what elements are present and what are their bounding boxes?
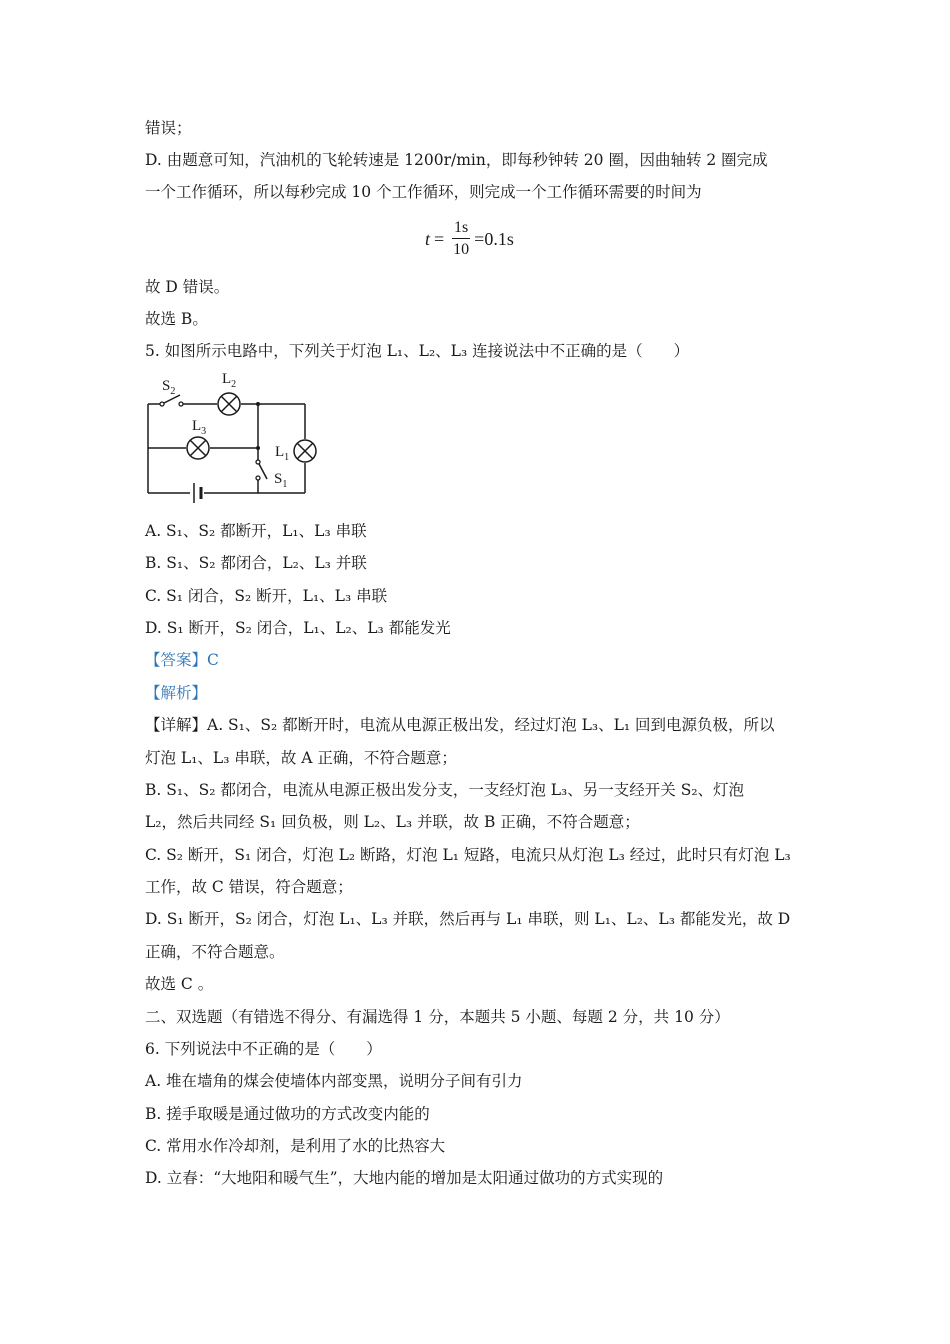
formula-variable: t [425, 228, 431, 249]
question-6-stem: 6. 下列说法中不正确的是（ ） [145, 1040, 382, 1058]
explanation-line: 正确，不符合题意。 [145, 943, 285, 961]
option-d: D. 立春：“大地阳和暖气生”，大地内能的增加是太阳通过做功的方式实现的 [145, 1169, 664, 1187]
explanation-line: 灯泡 L₁、L₃ 串联，故 A 正确，不符合题意； [145, 749, 457, 767]
formula-equals: = [434, 228, 445, 249]
switch-s1-contact [256, 476, 260, 480]
section-heading: 二、双选题（有错选不得分、有漏选得 1 分，本题共 5 小题、每题 2 分，共 10 分） [145, 1008, 730, 1026]
time-formula [425, 214, 514, 264]
option-a: A. S₁、S₂ 都断开，L₁、L₃ 串联 [145, 522, 367, 540]
explanation-line: L₂，然后共同经 S₁ 回负极，则 L₂、L₃ 并联，故 B 正确，不符合题意； [145, 813, 640, 831]
explanation-line: C. S₂ 断开，S₁ 闭合，灯泡 L₂ 断路，灯泡 L₁ 短路，电流只从灯泡 L₃ 经过，此时只有灯泡 L₃ [145, 846, 791, 864]
formula-fraction [451, 218, 471, 261]
lamp-l1-icon [294, 440, 316, 462]
label-l1: $L_1$ [275, 444, 290, 463]
explanation-line: B. S₁、S₂ 都闭合，电流从电源正极出发分支，一支经灯泡 L₃、另一支经开关 S₂、灯泡 [145, 781, 745, 799]
label-l2: $L_2$ [222, 371, 237, 390]
option-b: B. S₁、S₂ 都闭合，L₂、L₃ 并联 [145, 554, 367, 572]
option-a: A. 堆在墙角的煤会使墙体内部变黑，说明分子间有引力 [145, 1072, 523, 1090]
text-line: D. 由题意可知，汽油机的飞轮转速是 1200r/min，即每秒钟转 20 圈，因曲轴转 2 圈完成 [145, 151, 768, 169]
circuit-diagram [140, 368, 340, 508]
lamp-l3-icon [187, 437, 209, 459]
fraction-denominator: 10 [453, 240, 470, 258]
explanation-line: 工作，故 C 错误，符合题意； [145, 878, 353, 896]
label-s2: $S_2$ [162, 378, 176, 397]
switch-s2-contact [179, 402, 183, 406]
explanation-line: 故选 C 。 [145, 975, 214, 993]
answer-label: 【答案】C [145, 651, 219, 669]
option-c: C. S₁ 闭合，S₂ 断开，L₁、L₃ 串联 [145, 587, 388, 605]
question-5-stem: 5. 如图所示电路中，下列关于灯泡 L₁、L₂、L₃ 连接说法中不正确的是（ ） [145, 342, 690, 360]
junction-top [256, 402, 260, 406]
text-line: 一个工作循环，所以每秒完成 10 个工作循环，则完成一个工作循环需要的时间为 [145, 183, 702, 201]
label-l3: $L_3$ [192, 418, 207, 437]
text-line: 错误； [145, 119, 192, 137]
lamp-l2-icon [218, 393, 240, 415]
text-line: 故 D 错误。 [145, 278, 230, 296]
switch-s1-pivot [256, 460, 260, 464]
formula-result: =0.1s [474, 228, 514, 249]
switch-s2-pivot [160, 402, 164, 406]
explanation-line: 【详解】A. S₁、S₂ 都断开时，电流从电源正极出发，经过灯泡 L₃、L₁ 回到电源负极，所以 [145, 716, 775, 734]
option-b: B. 搓手取暖是通过做功的方式改变内能的 [145, 1105, 430, 1123]
analysis-label: 【解析】 [145, 684, 208, 702]
fraction-numerator: 1s [452, 218, 470, 239]
option-c: C. 常用水作冷却剂，是利用了水的比热容大 [145, 1137, 446, 1155]
junction-middle [256, 446, 260, 450]
explanation-line: D. S₁ 断开，S₂ 闭合，灯泡 L₁、L₃ 并联，然后再与 L₁ 串联，则 L₁、L₂、L₃ 都能发光，故 D [145, 910, 791, 928]
text-line: 故选 B。 [145, 310, 208, 328]
label-s1: $S_1$ [274, 471, 288, 490]
option-d: D. S₁ 断开，S₂ 闭合，L₁、L₂、L₃ 都能发光 [145, 619, 451, 637]
